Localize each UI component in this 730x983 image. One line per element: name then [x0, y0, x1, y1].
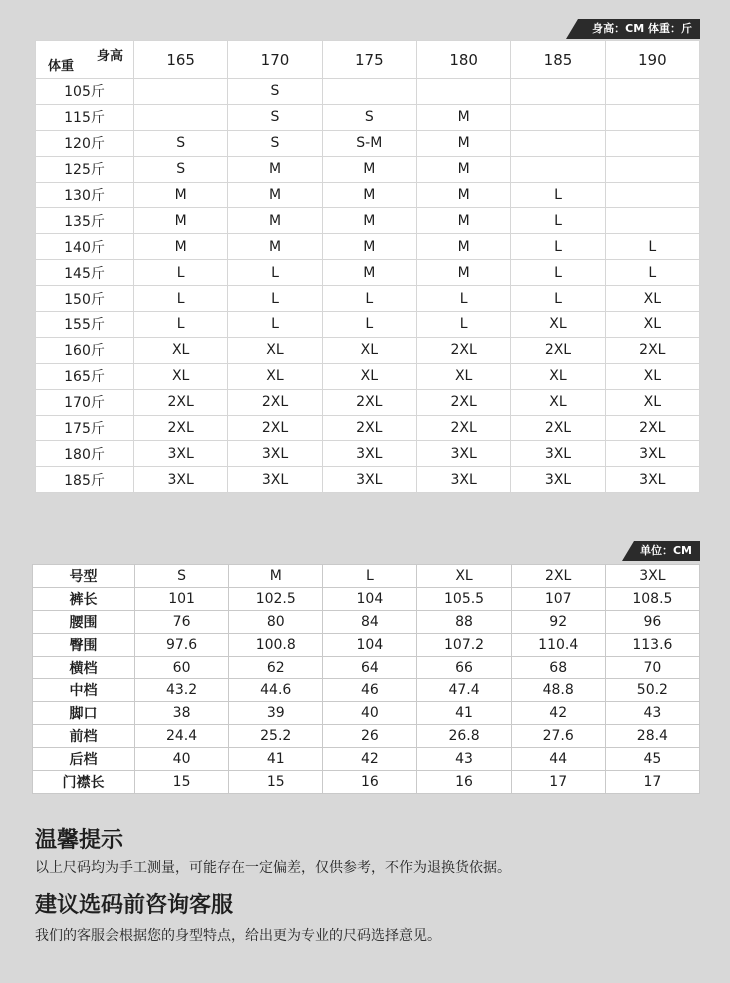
size-cell: M — [416, 260, 510, 286]
size-cell — [605, 208, 699, 234]
size-cell: L — [134, 260, 228, 286]
measure-cell: 113.6 — [605, 633, 699, 656]
measure-cell: 27.6 — [511, 725, 605, 748]
measure-cell: 102.5 — [229, 587, 323, 610]
size-cell: S — [322, 104, 416, 130]
size-cell: M — [322, 208, 416, 234]
measure-label: 裤长 — [33, 587, 135, 610]
size-cell — [511, 156, 605, 182]
size-cell: 2XL — [605, 337, 699, 363]
tip-title: 温馨提示 — [35, 828, 124, 853]
size-cell: 3XL — [322, 441, 416, 467]
table-header-row — [33, 565, 700, 588]
weight-label: 150斤 — [36, 286, 134, 312]
measure-cell: 16 — [417, 771, 511, 794]
size-cell: XL — [134, 363, 228, 389]
measure-cell: 17 — [511, 771, 605, 794]
measure-cell: 24.4 — [135, 725, 229, 748]
size-cell: M — [322, 156, 416, 182]
size-cell — [605, 130, 699, 156]
size-cell: M — [416, 208, 510, 234]
table-row — [36, 467, 700, 493]
measure-cell: 43 — [417, 748, 511, 771]
size-cell — [322, 79, 416, 105]
measure-cell: 104 — [323, 633, 417, 656]
measure-cell: 45 — [605, 748, 699, 771]
measure-cell: 16 — [323, 771, 417, 794]
size-cell: 3XL — [228, 441, 322, 467]
height-header: 185 — [511, 41, 605, 79]
table-row — [36, 79, 700, 105]
measure-cell: 64 — [323, 656, 417, 679]
size-cell — [511, 104, 605, 130]
size-cell: M — [322, 234, 416, 260]
table-row — [36, 312, 700, 338]
measure-cell: 26.8 — [417, 725, 511, 748]
measure-cell: 104 — [323, 587, 417, 610]
measure-cell: 43 — [605, 702, 699, 725]
size-cell: 2XL — [322, 389, 416, 415]
table-row — [33, 656, 700, 679]
measure-cell: 84 — [323, 610, 417, 633]
table-row — [36, 286, 700, 312]
size-cell: 3XL — [605, 467, 699, 493]
table-row — [33, 725, 700, 748]
size-cell: M — [228, 234, 322, 260]
size-cell — [605, 156, 699, 182]
measure-cell: 107.2 — [417, 633, 511, 656]
size-cell: S — [228, 79, 322, 105]
size-cell: XL — [605, 312, 699, 338]
weight-label: 115斤 — [36, 104, 134, 130]
measure-cell: 108.5 — [605, 587, 699, 610]
size-cell: XL — [416, 363, 510, 389]
size-cell: M — [416, 182, 510, 208]
corner-weight-label: 体重 — [48, 59, 75, 74]
measure-chart-unit-tag: 单位：CM — [634, 541, 700, 561]
weight-label: 180斤 — [36, 441, 134, 467]
measure-cell: 92 — [511, 610, 605, 633]
measure-cell: 107 — [511, 587, 605, 610]
size-cell: L — [511, 182, 605, 208]
size-cell: 3XL — [134, 467, 228, 493]
size-cell — [511, 79, 605, 105]
size-cell: XL — [322, 337, 416, 363]
measure-cell: 41 — [229, 748, 323, 771]
size-cell: L — [511, 260, 605, 286]
size-header: S — [135, 565, 229, 588]
tip-text: 以上尺码均为手工测量，可能存在一定偏差，仅供参考，不作为退换货依据。 — [35, 860, 511, 876]
table-row — [36, 363, 700, 389]
size-cell: M — [416, 234, 510, 260]
measure-cell: 68 — [511, 656, 605, 679]
size-cell: 3XL — [416, 441, 510, 467]
size-cell — [605, 182, 699, 208]
size-cell: L — [511, 286, 605, 312]
size-cell: M — [416, 104, 510, 130]
size-cell: XL — [605, 363, 699, 389]
size-cell: 3XL — [605, 441, 699, 467]
size-cell: L — [605, 234, 699, 260]
size-cell: L — [322, 312, 416, 338]
measure-cell: 101 — [135, 587, 229, 610]
weight-label: 140斤 — [36, 234, 134, 260]
size-cell: S — [228, 104, 322, 130]
size-cell: S — [134, 156, 228, 182]
measure-cell: 43.2 — [135, 679, 229, 702]
corner-height-label: 身高 — [96, 49, 123, 64]
size-cell: 2XL — [134, 415, 228, 441]
size-cell: L — [416, 312, 510, 338]
measure-label: 后档 — [33, 748, 135, 771]
measure-cell: 39 — [229, 702, 323, 725]
size-cell: 2XL — [416, 389, 510, 415]
table-row — [33, 748, 700, 771]
size-cell: M — [134, 208, 228, 234]
size-cell: XL — [605, 286, 699, 312]
measure-cell: 25.2 — [229, 725, 323, 748]
size-cell: M — [228, 208, 322, 234]
size-cell: XL — [511, 363, 605, 389]
table-row — [36, 182, 700, 208]
weight-label: 175斤 — [36, 415, 134, 441]
measure-cell: 48.8 — [511, 679, 605, 702]
size-cell: L — [322, 286, 416, 312]
measure-cell: 110.4 — [511, 633, 605, 656]
weight-label: 145斤 — [36, 260, 134, 286]
measure-cell: 50.2 — [605, 679, 699, 702]
size-header: 2XL — [511, 565, 605, 588]
table-row — [36, 208, 700, 234]
size-cell: XL — [228, 363, 322, 389]
measure-cell: 38 — [135, 702, 229, 725]
size-cell: L — [511, 208, 605, 234]
measure-cell: 40 — [135, 748, 229, 771]
size-cell: XL — [511, 389, 605, 415]
size-header: M — [229, 565, 323, 588]
table-row — [36, 260, 700, 286]
height-header: 175 — [322, 41, 416, 79]
size-cell — [511, 130, 605, 156]
size-cell: 2XL — [511, 337, 605, 363]
measure-cell: 76 — [135, 610, 229, 633]
measure-cell: 42 — [511, 702, 605, 725]
size-cell: XL — [322, 363, 416, 389]
measure-cell: 62 — [229, 656, 323, 679]
corner-cell — [36, 41, 134, 79]
size-cell: L — [228, 260, 322, 286]
weight-label: 160斤 — [36, 337, 134, 363]
measure-cell: 15 — [135, 771, 229, 794]
size-cell: 3XL — [134, 441, 228, 467]
measure-cell: 28.4 — [605, 725, 699, 748]
size-recommendation-table — [35, 40, 700, 493]
table-row — [33, 702, 700, 725]
table-row — [36, 156, 700, 182]
size-cell: 2XL — [134, 389, 228, 415]
height-header: 190 — [605, 41, 699, 79]
measure-cell: 96 — [605, 610, 699, 633]
advice-text: 我们的客服会根据您的身型特点，给出更为专业的尺码选择意见。 — [35, 928, 441, 944]
measure-cell: 80 — [229, 610, 323, 633]
size-cell — [134, 79, 228, 105]
measure-label: 横档 — [33, 656, 135, 679]
measure-cell: 97.6 — [135, 633, 229, 656]
measure-label: 臀围 — [33, 633, 135, 656]
table-row — [33, 679, 700, 702]
size-cell: XL — [605, 389, 699, 415]
size-cell: XL — [228, 337, 322, 363]
size-cell: M — [322, 260, 416, 286]
table-row — [36, 441, 700, 467]
size-cell: S-M — [322, 130, 416, 156]
table-row — [36, 234, 700, 260]
size-cell — [605, 104, 699, 130]
measure-label: 脚口 — [33, 702, 135, 725]
measure-cell: 15 — [229, 771, 323, 794]
size-cell: L — [134, 312, 228, 338]
table-row — [36, 104, 700, 130]
size-cell: L — [228, 312, 322, 338]
size-cell: 2XL — [416, 337, 510, 363]
size-cell: 3XL — [511, 467, 605, 493]
measure-cell: 44.6 — [229, 679, 323, 702]
measure-cell: 46 — [323, 679, 417, 702]
table-row — [36, 389, 700, 415]
size-cell: M — [134, 234, 228, 260]
size-cell: L — [134, 286, 228, 312]
height-header: 180 — [416, 41, 510, 79]
measurement-table — [32, 564, 700, 794]
weight-label: 165斤 — [36, 363, 134, 389]
size-header: L — [323, 565, 417, 588]
size-cell: 2XL — [228, 415, 322, 441]
measure-label: 腰围 — [33, 610, 135, 633]
height-header: 170 — [228, 41, 322, 79]
size-cell: M — [416, 130, 510, 156]
weight-label: 130斤 — [36, 182, 134, 208]
size-cell: M — [228, 182, 322, 208]
size-cell — [605, 79, 699, 105]
measure-cell: 47.4 — [417, 679, 511, 702]
weight-label: 155斤 — [36, 312, 134, 338]
size-header: 3XL — [605, 565, 699, 588]
table-row — [33, 610, 700, 633]
weight-label: 185斤 — [36, 467, 134, 493]
size-cell — [416, 79, 510, 105]
measure-cell: 42 — [323, 748, 417, 771]
measure-cell: 44 — [511, 748, 605, 771]
measure-label: 门襟长 — [33, 771, 135, 794]
size-cell: 2XL — [511, 415, 605, 441]
size-cell: 2XL — [416, 415, 510, 441]
size-cell: L — [605, 260, 699, 286]
table-row — [33, 587, 700, 610]
size-cell: 3XL — [416, 467, 510, 493]
size-cell: XL — [511, 312, 605, 338]
weight-label: 170斤 — [36, 389, 134, 415]
measure-cell: 66 — [417, 656, 511, 679]
measure-cell: 40 — [323, 702, 417, 725]
table-row — [36, 415, 700, 441]
measure-label: 中档 — [33, 679, 135, 702]
table-row — [33, 771, 700, 794]
measure-cell: 60 — [135, 656, 229, 679]
size-cell: 2XL — [228, 389, 322, 415]
measure-cell: 17 — [605, 771, 699, 794]
size-header-label: 号型 — [33, 565, 135, 588]
size-cell: XL — [134, 337, 228, 363]
size-cell: 3XL — [511, 441, 605, 467]
size-cell: L — [228, 286, 322, 312]
size-cell: S — [134, 130, 228, 156]
height-header: 165 — [134, 41, 228, 79]
measure-cell: 100.8 — [229, 633, 323, 656]
weight-label: 135斤 — [36, 208, 134, 234]
measure-cell: 26 — [323, 725, 417, 748]
size-cell: 3XL — [322, 467, 416, 493]
advice-title: 建议选码前咨询客服 — [35, 893, 234, 918]
weight-label: 125斤 — [36, 156, 134, 182]
size-cell: L — [416, 286, 510, 312]
measure-cell: 105.5 — [417, 587, 511, 610]
measure-label: 前档 — [33, 725, 135, 748]
table-header-row — [36, 41, 700, 79]
size-cell: M — [416, 156, 510, 182]
size-cell — [134, 104, 228, 130]
size-chart-unit-tag: 身高：CM 体重：斤 — [578, 19, 700, 39]
measure-cell: 70 — [605, 656, 699, 679]
size-cell: L — [511, 234, 605, 260]
table-row — [36, 130, 700, 156]
measure-cell: 41 — [417, 702, 511, 725]
size-cell: S — [228, 130, 322, 156]
table-row — [33, 633, 700, 656]
size-header: XL — [417, 565, 511, 588]
weight-label: 120斤 — [36, 130, 134, 156]
table-row — [36, 337, 700, 363]
size-cell: M — [134, 182, 228, 208]
size-cell: M — [322, 182, 416, 208]
size-cell: 3XL — [228, 467, 322, 493]
measure-cell: 88 — [417, 610, 511, 633]
size-cell: M — [228, 156, 322, 182]
weight-label: 105斤 — [36, 79, 134, 105]
size-cell: 2XL — [322, 415, 416, 441]
size-cell: 2XL — [605, 415, 699, 441]
